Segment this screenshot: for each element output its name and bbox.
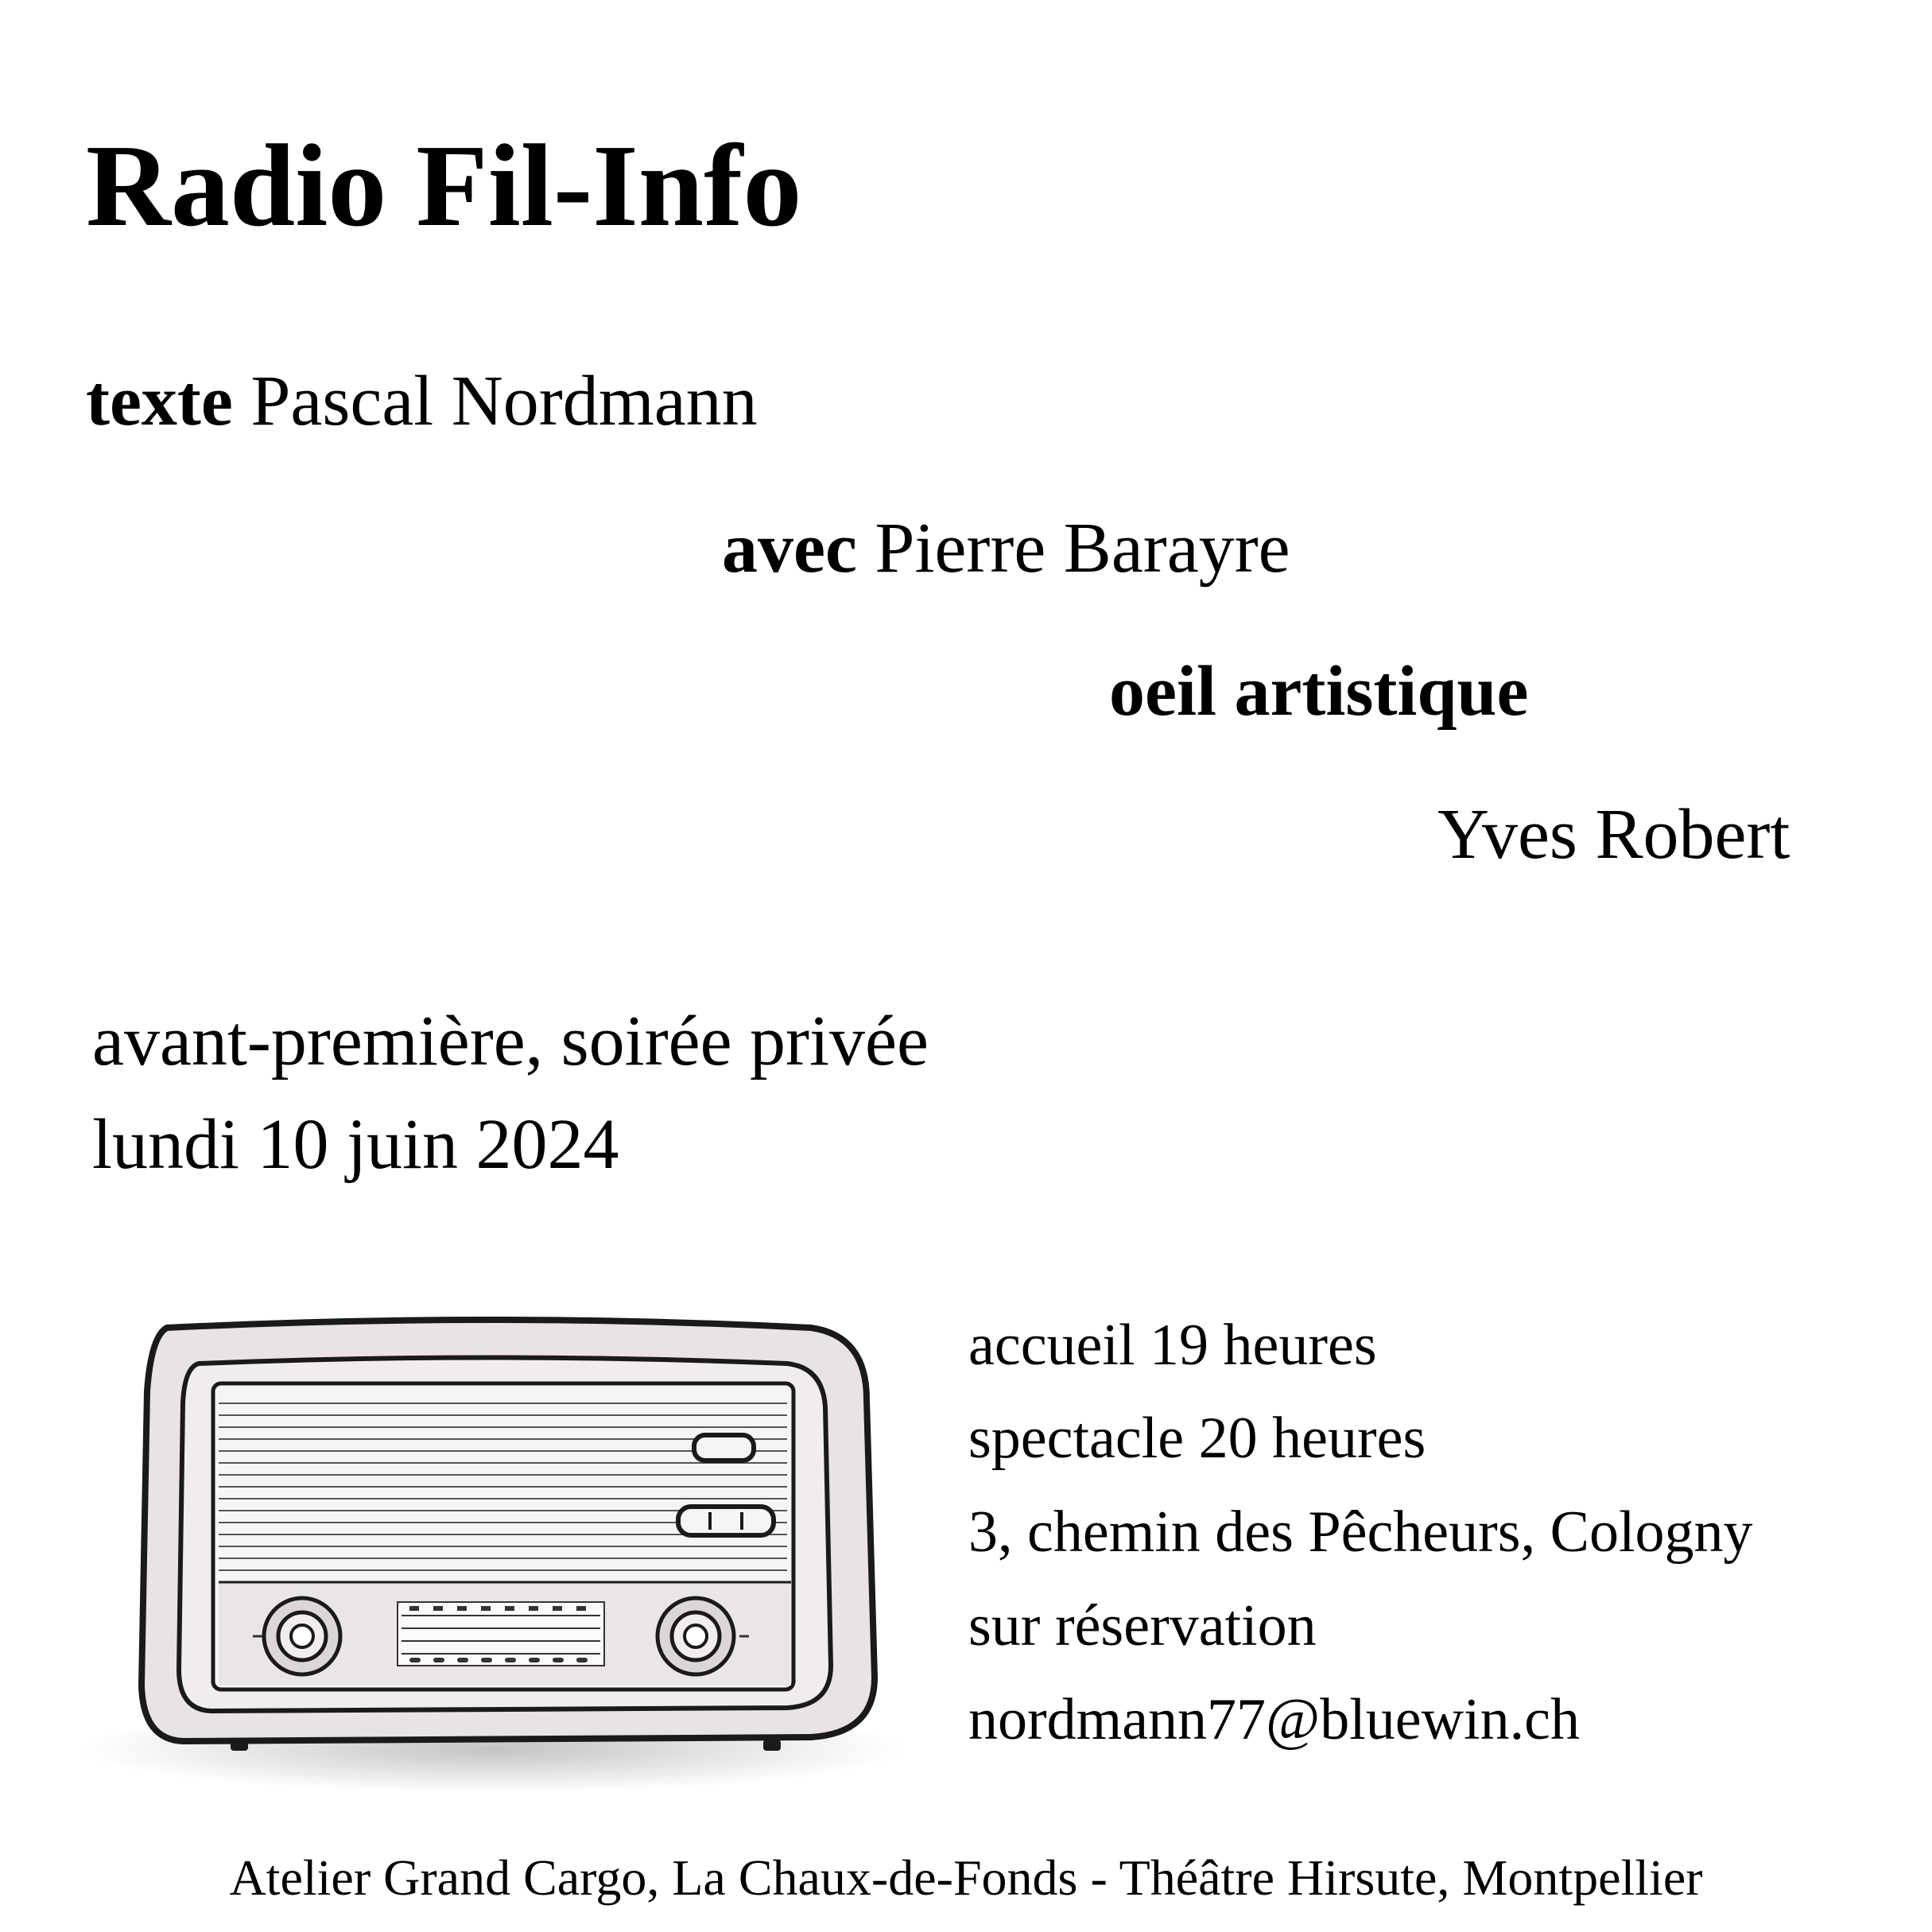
event-line-1: avant-première, soirée privée xyxy=(92,1002,929,1080)
credit-cast xyxy=(722,509,1290,588)
credit-cast-label: avec xyxy=(722,509,857,588)
credit-eye-label: oeil artistique xyxy=(1109,652,1529,731)
page-title: Radio Fil-Info xyxy=(86,121,802,251)
vintage-radio-icon xyxy=(48,1304,938,1813)
credit-text xyxy=(86,362,758,440)
credit-text-label: texte xyxy=(86,362,233,440)
info-booking: sur réservation xyxy=(968,1593,1317,1658)
credit-cast-name: Pierre Barayre xyxy=(875,509,1290,588)
info-address: 3, chemin des Pêcheurs, Cologny xyxy=(968,1499,1753,1565)
credit-eye-name: Yves Robert xyxy=(1437,795,1790,874)
event-date: lundi 10 juin 2024 xyxy=(92,1105,619,1184)
footer-venues: Atelier Grand Cargo, La Chaux-de-Fonds - Théâtre Hirsute, Montpellier xyxy=(229,1849,1703,1906)
info-show: spectacle 20 heures xyxy=(968,1406,1426,1471)
credit-text-name: Pascal Nordmann xyxy=(250,362,758,440)
info-reception: accueil 19 heures xyxy=(968,1313,1377,1378)
info-email[interactable]: nordmann77@bluewin.ch xyxy=(968,1687,1580,1752)
